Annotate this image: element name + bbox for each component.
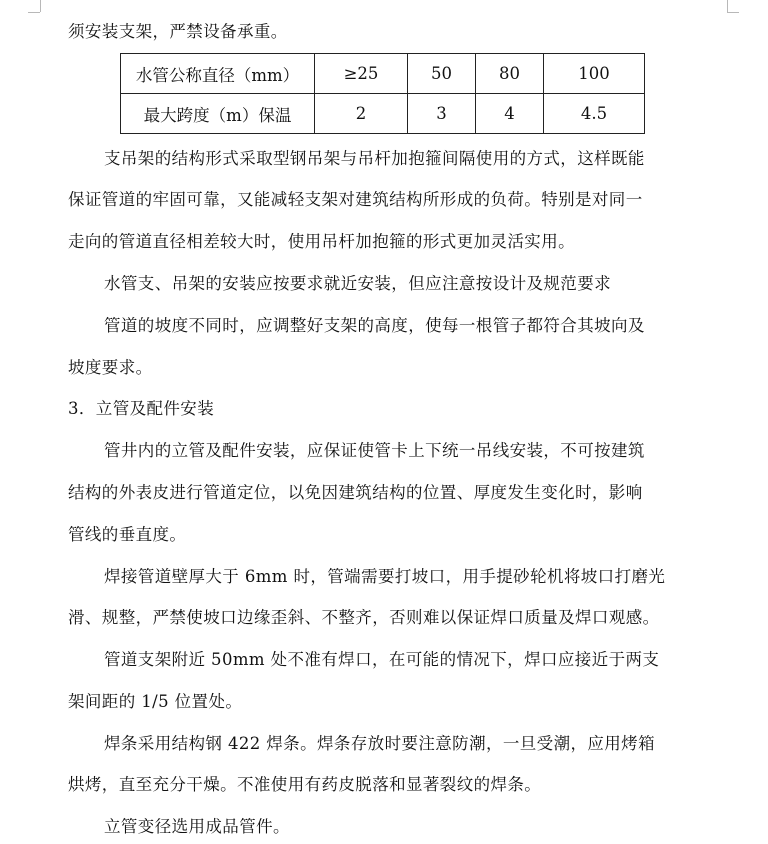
paragraph-line: 保证管道的牢固可靠，又能减轻支架对建筑结构所形成的负荷。特别是对同一 — [68, 190, 643, 209]
paragraph-line: 滑、规整，严禁使坡口边缘歪斜、不整齐，否则难以保证焊口质量及焊口观感。 — [68, 608, 660, 627]
crop-mark-top-left — [28, 12, 40, 13]
table-row-header: 水管公称直径（mm） — [121, 54, 315, 94]
table-cell: 4 — [476, 94, 544, 134]
crop-mark-top-right — [727, 0, 728, 12]
table-row — [121, 94, 645, 134]
table-cell: 100 — [544, 54, 645, 94]
paragraph-line: 水管支、吊架的安装应按要求就近安装，但应注意按设计及规范要求 — [104, 274, 611, 293]
table-cell: 50 — [408, 54, 476, 94]
table-cell: 4.5 — [544, 94, 645, 134]
section-heading: 3．立管及配件安装 — [68, 399, 215, 418]
paragraph-line: 立管变径选用成品管件。 — [104, 817, 290, 836]
table-cell: ≥25 — [315, 54, 408, 94]
paragraph-line: 结构的外表皮进行管道定位，以免因建筑结构的位置、厚度发生变化时，影响 — [68, 483, 643, 502]
paragraph-line: 烘烤，直至充分干燥。不准使用有药皮脱落和显著裂纹的焊条。 — [68, 775, 542, 794]
crop-mark-top-left — [40, 0, 41, 12]
paragraph-line: 焊条采用结构钢 422 焊条。焊条存放时要注意防潮，一旦受潮，应用烤箱 — [104, 734, 655, 753]
paragraph-line: 坡度要求。 — [68, 358, 153, 377]
table-row — [121, 54, 645, 94]
table-cell: 2 — [315, 94, 408, 134]
paragraph-line: 支吊架的结构形式采取型钢吊架与吊杆加抱箍间隔使用的方式，这样既能 — [104, 149, 645, 168]
paragraph-line: 管道的坡度不同时，应调整好支架的高度，使每一根管子都符合其坡向及 — [104, 316, 645, 335]
paragraph-line: 管道支架附近 50mm 处不准有焊口，在可能的情况下，焊口应接近于两支 — [104, 650, 660, 669]
crop-mark-top-right — [727, 12, 739, 13]
paragraph-line: 架间距的 1/5 位置处。 — [68, 692, 243, 711]
paragraph-line: 走向的管道直径相差较大时，使用吊杆加抱箍的形式更加灵活实用。 — [68, 232, 575, 251]
paragraph-line: 管线的垂直度。 — [68, 525, 187, 544]
paragraph-line: 焊接管道壁厚大于 6mm 时，管端需要打坡口，用手提砂轮机将坡口打磨光 — [104, 567, 666, 586]
table-row-header: 最大跨度（m）保温 — [121, 94, 315, 134]
pipe-span-table — [120, 53, 645, 134]
table-cell: 80 — [476, 54, 544, 94]
table-cell: 3 — [408, 94, 476, 134]
paragraph-line: 须安装支架，严禁设备承重。 — [68, 22, 288, 41]
paragraph-line: 管井内的立管及配件安装，应保证使管卡上下统一吊线安装，不可按建筑 — [104, 441, 645, 460]
